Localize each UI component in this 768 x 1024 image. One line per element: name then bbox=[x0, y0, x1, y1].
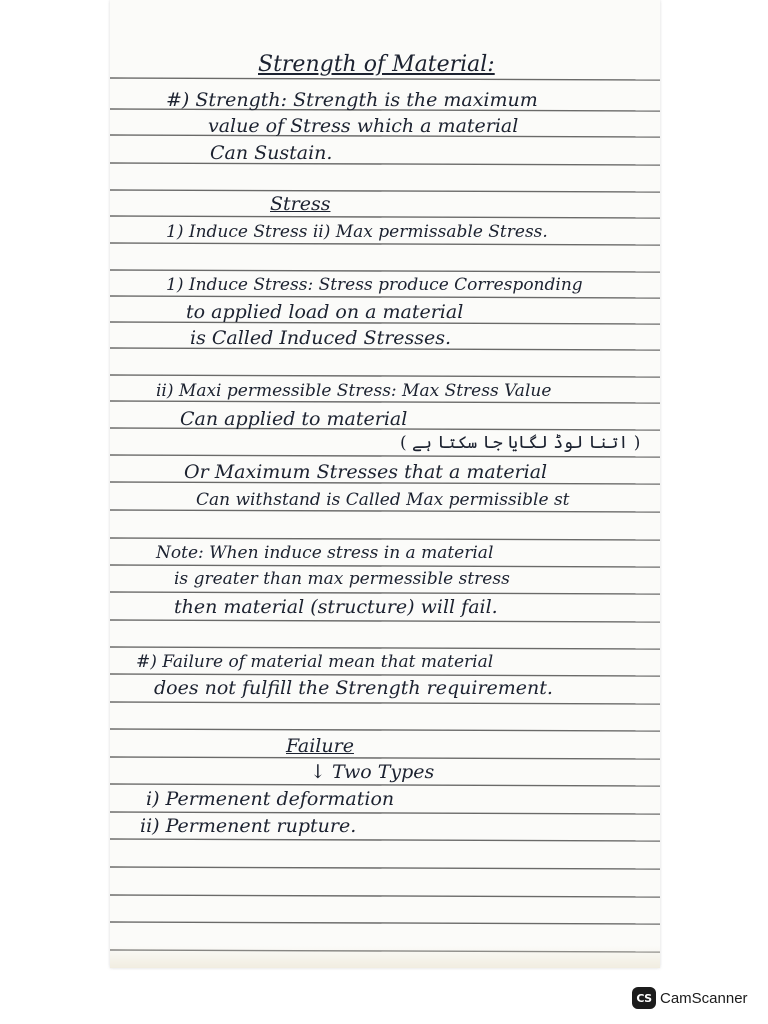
note-line-max-permissible: ii) Maxi permessible Stress: Max Stress Value bbox=[156, 381, 552, 401]
note-line-deformation: i) Permenent deformation bbox=[146, 788, 395, 810]
camscanner-watermark bbox=[632, 986, 748, 1010]
note-line-failure-def: #) Failure of material mean that material bbox=[136, 652, 494, 672]
note-line-two-types: ↓ Two Types bbox=[310, 761, 435, 783]
urdu-annotation: ( اتنا لوڈ لگایا جا سکتا ہے ) bbox=[400, 433, 641, 453]
page-title: Strength of Material: bbox=[258, 52, 495, 77]
note-line-stress-types: 1) Induce Stress ii) Max permissable Stress. bbox=[166, 222, 548, 242]
note-line-rupture: ii) Permenent rupture. bbox=[140, 815, 357, 837]
note-line-strength-def: #) Strength: Strength is the maximum bbox=[166, 89, 538, 111]
camscanner-label: CamScanner bbox=[660, 989, 748, 1007]
note-line: then material (structure) will fail. bbox=[174, 596, 498, 618]
note-line-induce-stress: 1) Induce Stress: Stress produce Corresponding bbox=[166, 275, 583, 295]
section-heading-failure: Failure bbox=[286, 735, 354, 757]
note-line: Can applied to material bbox=[180, 408, 408, 430]
note-line: does not fulfill the Strength requirement. bbox=[154, 677, 553, 699]
note-line: Or Maximum Stresses that a material bbox=[184, 461, 548, 483]
note-line: is Called Induced Stresses. bbox=[190, 327, 452, 349]
section-heading-stress: Stress bbox=[270, 193, 331, 215]
note-line: Can Sustain. bbox=[210, 142, 333, 164]
note-line: is greater than max permessible stress bbox=[174, 569, 510, 589]
note-line: to applied load on a material bbox=[186, 301, 464, 323]
notebook-page bbox=[110, 0, 660, 968]
camscanner-logo-icon: CS bbox=[632, 987, 656, 1009]
note-line: value of Stress which a material bbox=[208, 115, 519, 137]
note-heading-note: Note: When induce stress in a material bbox=[156, 543, 494, 563]
note-line: Can withstand is Called Max permissible st bbox=[196, 490, 570, 510]
